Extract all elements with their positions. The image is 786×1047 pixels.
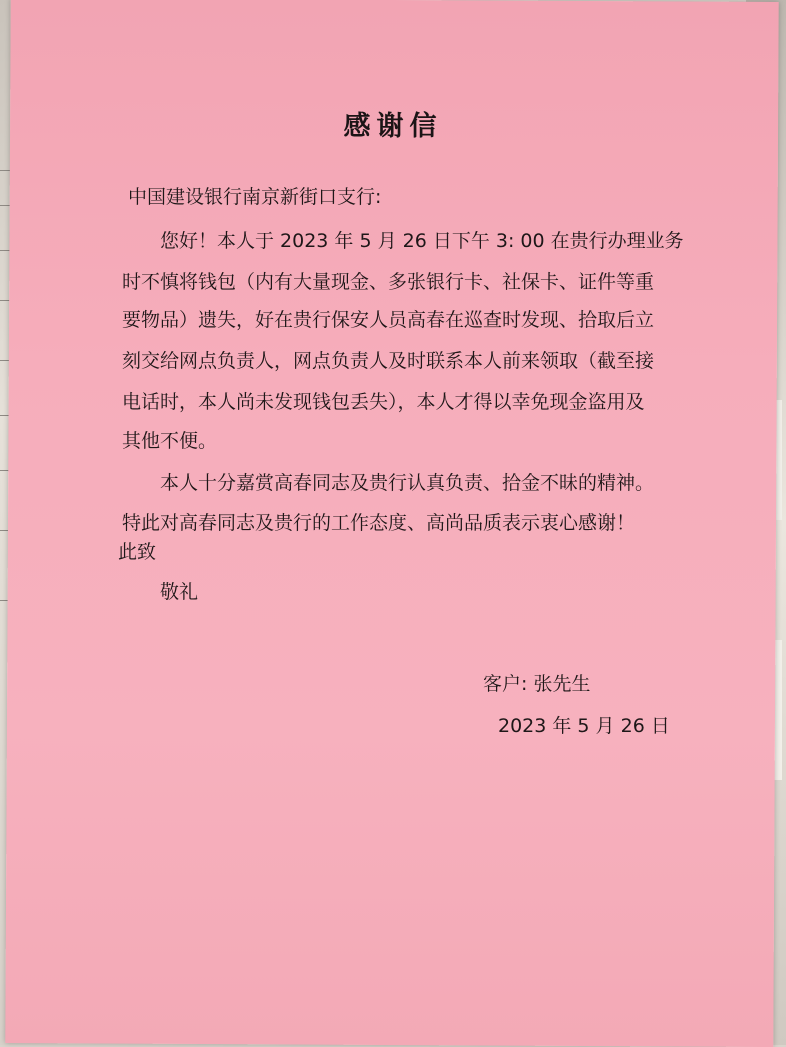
body-line-1: 您好！本人于 2023 年 5 月 26 日下午 3: 00 在贵行办理业务 <box>160 230 684 252</box>
closing-cizhi: 此致 <box>118 541 157 563</box>
body-line-8: 特此对高春同志及贵行的工作态度、高尚品质表示衷心感谢！ <box>122 512 636 534</box>
body-line-2: 时不慎将钱包（内有大量现金、多张银行卡、社保卡、证件等重 <box>122 271 655 293</box>
body-line-6: 其他不便。 <box>122 430 218 452</box>
letter-salutation: 中国建设银行南京新街口支行: <box>128 186 382 208</box>
letter-title: 感谢信 <box>343 111 443 142</box>
body-line-4: 刻交给网点负责人，网点负责人及时联系本人前来领取（截至接 <box>122 350 655 372</box>
closing-jingli: 敬礼 <box>160 581 199 603</box>
signature: 客户: 张先生 <box>483 673 591 695</box>
body-line-3: 要物品）遗失，好在贵行保安人员高春在巡查时发现、拾取后立 <box>122 309 655 331</box>
body-line-7: 本人十分嘉赏高春同志及贵行认真负责、拾金不昧的精神。 <box>160 472 655 494</box>
body-line-5: 电话时，本人尚未发现钱包丢失），本人才得以幸免现金盗用及 <box>122 391 645 413</box>
letter-date: 2023 年 5 月 26 日 <box>498 715 670 737</box>
